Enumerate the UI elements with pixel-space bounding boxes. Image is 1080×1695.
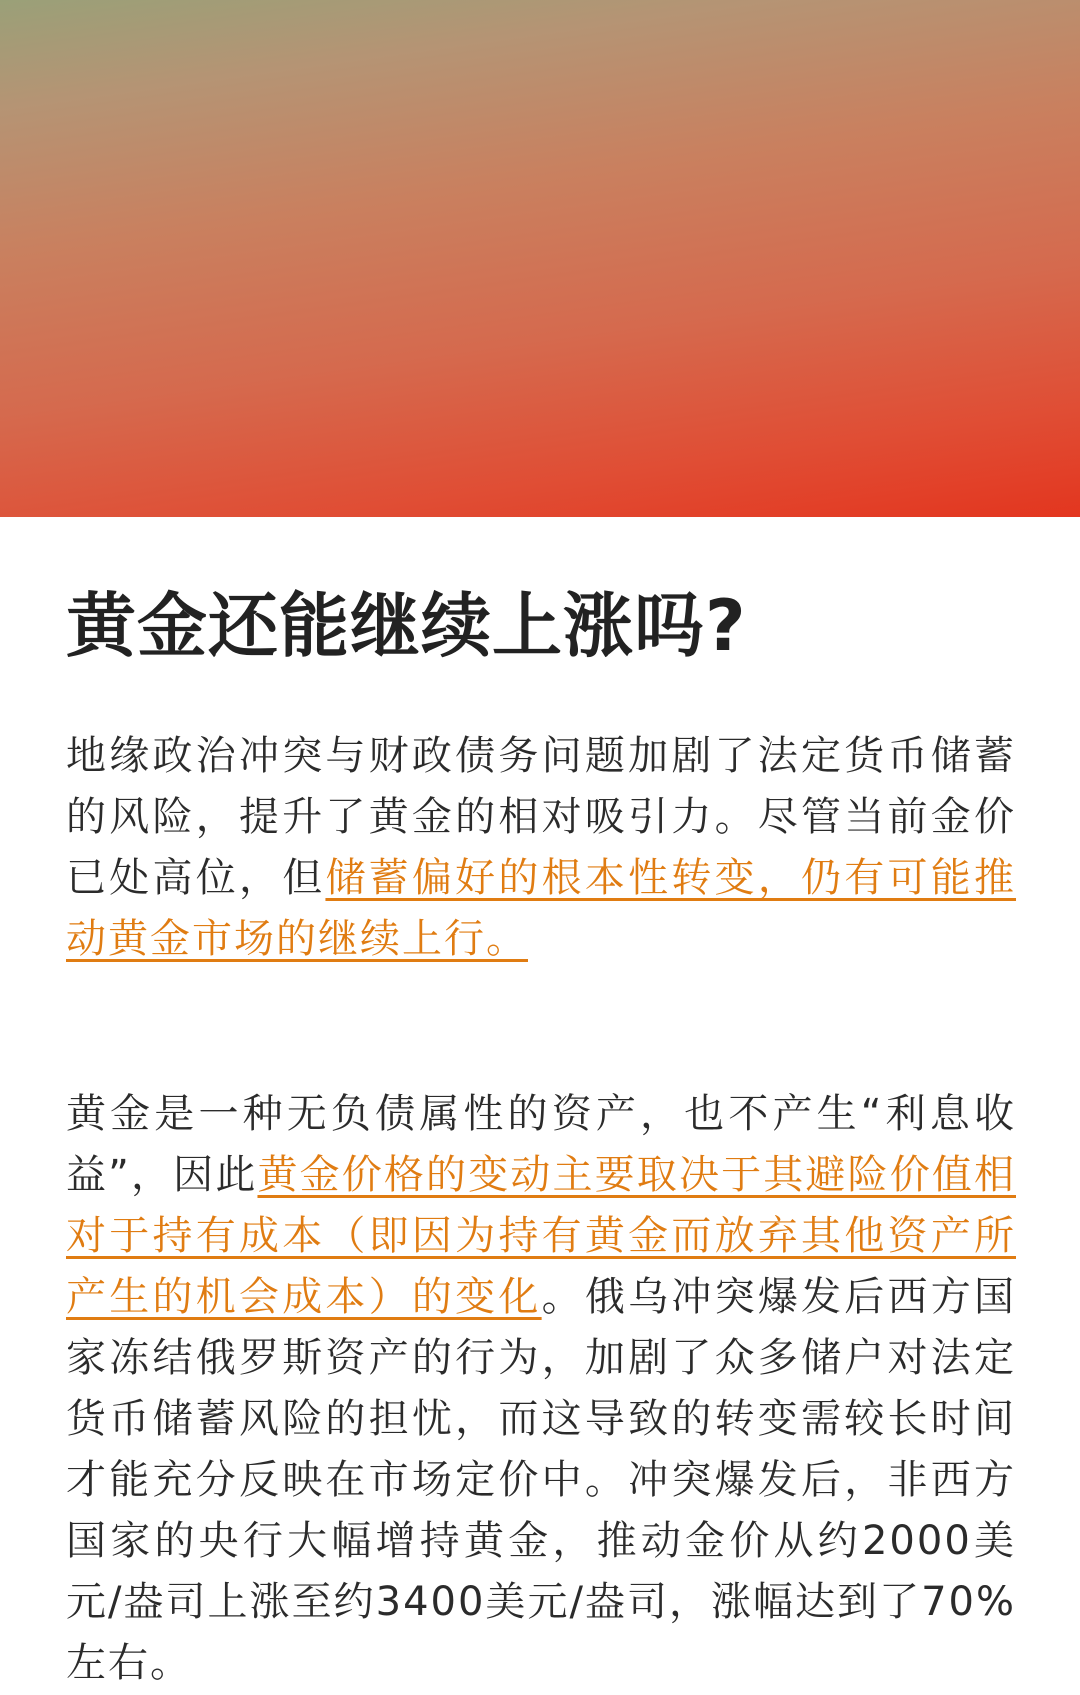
paragraph-1-highlight-link[interactable]: 储蓄偏好的根本性转变，仍有可能推动黄金市场的继续上行。: [66, 855, 1017, 962]
paragraph-1: [66, 726, 1016, 970]
hero-banner: [0, 0, 1080, 517]
article-body: [66, 580, 1016, 1694]
paragraph-1-text: 地缘政治冲突与财政债务问题加剧了法定货币储蓄的风险，提升了黄金的相对吸引力。尽管当前金价已处高位，但: [66, 733, 1016, 901]
paragraph-2: [66, 1084, 1016, 1694]
paragraph-2-highlight-link[interactable]: 黄金价格的变动主要取决于其避险价值相对于持有成本（即因为持有黄金而放弃其他资产所产生的机会成本）的变化: [66, 1152, 1016, 1320]
paragraph-2-text: 黄金是一种无负债属性的资产，也不产生“利息收益”，因此: [66, 1091, 1016, 1198]
paragraph-2-text-end: 。俄乌冲突爆发后西方国家冻结俄罗斯资产的行为，加剧了众多储户对法定货币储蓄风险的担忧，而这导致的转变需较长时间才能充分反映在市场定价中。冲突爆发后，非西方国家的央行大幅增持黄金，推动金价从约2000美元/盎司上涨至约3400美元/盎司，涨幅达到了70%左右。: [66, 1274, 1017, 1686]
article-title: 黄金还能继续上涨吗?: [66, 585, 747, 667]
